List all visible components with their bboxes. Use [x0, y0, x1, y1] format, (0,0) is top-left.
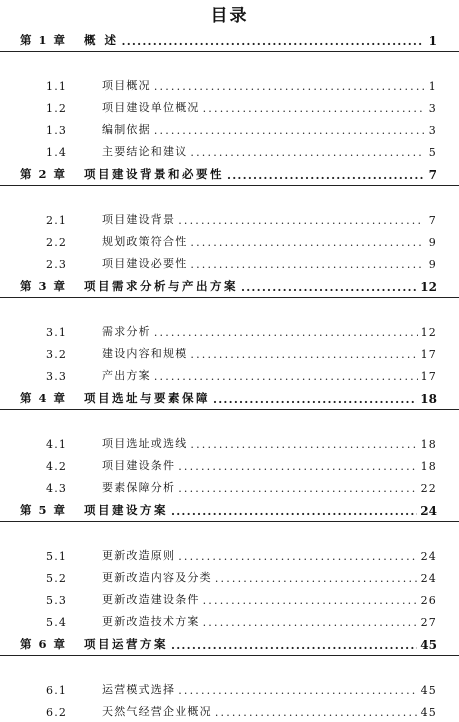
toc-section-1-3[interactable]	[0, 118, 459, 140]
page-number: 18	[420, 460, 437, 473]
toc-section-5-1[interactable]	[0, 544, 459, 566]
chapter-number: 第 2 章	[20, 167, 67, 181]
section-number: 5.3	[46, 594, 68, 607]
dot-leader	[154, 80, 424, 96]
toc-chapter-4[interactable]	[0, 386, 459, 410]
section-title: 更新改造技术方案	[102, 615, 200, 628]
toc-section-3-3[interactable]	[0, 364, 459, 386]
section-number: 2.1	[46, 214, 68, 227]
toc-section-5-4[interactable]	[0, 610, 459, 632]
chapter-title: 项目需求分析与产出方案	[84, 279, 238, 293]
page-number: 24	[420, 504, 437, 518]
toc-section-3-1[interactable]	[0, 320, 459, 342]
section-number: 1.3	[46, 124, 68, 137]
toc-section-1-1[interactable]	[0, 74, 459, 96]
section-number: 4.3	[46, 482, 68, 495]
page-number: 17	[420, 348, 437, 361]
section-title: 更新改造内容及分类	[102, 571, 212, 584]
chapter-title: 概 述	[84, 33, 119, 47]
page-number: 5	[428, 146, 437, 159]
section-title: 项目建设单位概况	[102, 101, 200, 114]
section-title: 产出方案	[102, 369, 151, 382]
toc-section-5-3[interactable]	[0, 588, 459, 610]
dot-leader	[203, 102, 424, 118]
section-title: 运营模式选择	[102, 683, 176, 696]
page-title: 目录	[210, 6, 249, 26]
page-number: 9	[428, 236, 437, 249]
page-number: 22	[420, 482, 437, 495]
dot-leader	[154, 370, 418, 386]
chapter-title: 项目选址与要素保障	[84, 391, 210, 405]
page-number: 9	[428, 258, 437, 271]
dot-leader	[178, 550, 417, 566]
section-title: 更新改造原则	[102, 549, 176, 562]
section-number: 3.1	[46, 326, 68, 339]
toc-chapter-1[interactable]	[0, 28, 459, 52]
section-number: 2.2	[46, 236, 68, 249]
dot-leader	[178, 214, 424, 230]
section-number: 1.1	[46, 80, 68, 93]
dot-leader	[122, 34, 424, 51]
page-number: 24	[420, 572, 437, 585]
toc-chapter-2[interactable]	[0, 162, 459, 186]
table-of-contents	[0, 28, 459, 722]
dot-leader	[215, 572, 418, 588]
dot-leader	[178, 460, 417, 476]
dot-leader	[227, 168, 424, 185]
toc-section-6-1[interactable]	[0, 678, 459, 700]
dot-leader	[190, 258, 424, 274]
section-number: 4.2	[46, 460, 68, 473]
section-title: 要素保障分析	[102, 481, 176, 494]
chapter-number: 第 1 章	[20, 33, 67, 47]
dot-leader	[203, 616, 418, 632]
section-number: 1.2	[46, 102, 68, 115]
section-title: 天然气经营企业概况	[102, 705, 212, 718]
chapter-number: 第 3 章	[20, 279, 67, 293]
dot-leader	[171, 638, 417, 655]
toc-section-2-1[interactable]	[0, 208, 459, 230]
section-number: 4.1	[46, 438, 68, 451]
chapter-title: 项目建设背景和必要性	[84, 167, 224, 181]
page-number: 18	[420, 392, 437, 406]
toc-section-1-4[interactable]	[0, 140, 459, 162]
page-number: 17	[420, 370, 437, 383]
section-title: 项目建设必要性	[102, 257, 188, 270]
section-number: 6.1	[46, 684, 68, 697]
dot-leader	[190, 146, 424, 162]
section-title: 编制依据	[102, 123, 151, 136]
chapter-title: 项目建设方案	[84, 503, 168, 517]
toc-chapter-6[interactable]	[0, 632, 459, 656]
chapter-title: 项目运营方案	[84, 637, 168, 651]
section-number: 5.1	[46, 550, 68, 563]
page-number: 26	[420, 594, 437, 607]
section-title: 建设内容和规模	[102, 347, 188, 360]
toc-section-5-2[interactable]	[0, 566, 459, 588]
page-number: 12	[420, 326, 437, 339]
chapter-number: 第 4 章	[20, 391, 67, 405]
section-number: 6.2	[46, 706, 68, 719]
page-number: 3	[428, 124, 437, 137]
page-number: 12	[420, 280, 437, 294]
section-title: 项目建设背景	[102, 213, 176, 226]
page-number: 24	[420, 550, 437, 563]
page-number: 45	[420, 684, 437, 697]
section-title: 需求分析	[102, 325, 151, 338]
dot-leader	[178, 684, 417, 700]
section-title: 项目建设条件	[102, 459, 176, 472]
toc-section-4-2[interactable]	[0, 454, 459, 476]
section-title: 规划政策符合性	[102, 235, 188, 248]
page-number: 45	[420, 706, 437, 719]
dot-leader	[215, 706, 418, 722]
toc-section-2-2[interactable]	[0, 230, 459, 252]
page-number: 7	[428, 168, 437, 182]
page-number: 7	[428, 214, 437, 227]
page-number: 1	[428, 80, 437, 93]
dot-leader	[190, 236, 424, 252]
toc-chapter-5[interactable]	[0, 498, 459, 522]
dot-leader	[203, 594, 418, 610]
section-title: 更新改造建设条件	[102, 593, 200, 606]
toc-section-1-2[interactable]	[0, 96, 459, 118]
toc-section-4-1[interactable]	[0, 432, 459, 454]
page-number: 1	[428, 34, 437, 48]
section-number: 3.2	[46, 348, 68, 361]
page-number: 27	[420, 616, 437, 629]
section-number: 5.2	[46, 572, 68, 585]
page-number: 18	[420, 438, 437, 451]
dot-leader	[178, 482, 417, 498]
section-title: 项目选址或选线	[102, 437, 188, 450]
section-number: 3.3	[46, 370, 68, 383]
dot-leader	[190, 348, 417, 364]
toc-section-6-2[interactable]	[0, 700, 459, 722]
toc-section-4-3[interactable]	[0, 476, 459, 498]
dot-leader	[241, 280, 417, 297]
chapter-number: 第 6 章	[20, 637, 67, 651]
section-number: 5.4	[46, 616, 68, 629]
dot-leader	[154, 124, 424, 140]
toc-section-3-2[interactable]	[0, 342, 459, 364]
toc-section-2-3[interactable]	[0, 252, 459, 274]
page-number: 3	[428, 102, 437, 115]
section-number: 1.4	[46, 146, 68, 159]
section-number: 2.3	[46, 258, 68, 271]
section-title: 项目概况	[102, 79, 151, 92]
dot-leader	[190, 438, 417, 454]
dot-leader	[154, 326, 418, 342]
dot-leader	[171, 504, 417, 521]
page-number: 45	[420, 638, 437, 652]
chapter-number: 第 5 章	[20, 503, 67, 517]
dot-leader	[213, 392, 417, 409]
section-title: 主要结论和建议	[102, 145, 188, 158]
toc-chapter-3[interactable]	[0, 274, 459, 298]
